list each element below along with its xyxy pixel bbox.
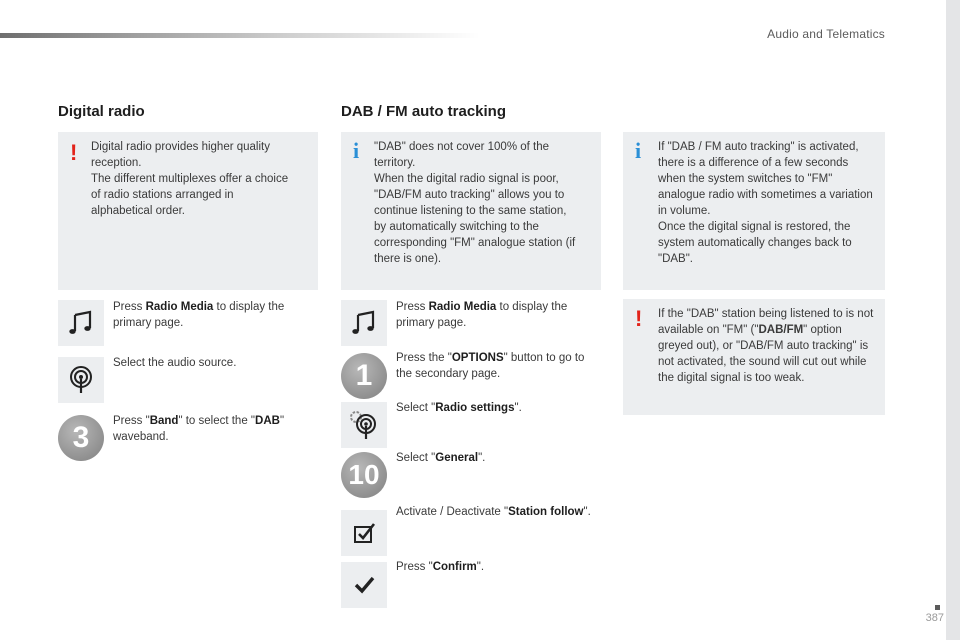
info-icon: i bbox=[635, 138, 642, 163]
warning-icon: ! bbox=[635, 306, 643, 331]
music-note-icon bbox=[341, 300, 387, 346]
warning-icon: ! bbox=[70, 140, 78, 165]
warning-text: If the "DAB" station being listened to is not available on "FM" ("DAB/FM" option greyed out), or "DAB/FM auto tracking" is not activated, the sound will cut out while the digital signal is too weak. bbox=[658, 308, 874, 384]
radio-settings-icon bbox=[341, 402, 387, 448]
info-text-line: "DAB" does not cover 100% of the territory. bbox=[374, 141, 550, 169]
step-number-badge: 10 bbox=[341, 452, 387, 498]
info-icon: i bbox=[353, 138, 360, 163]
info-text-line: Once the digital signal is restored, the system automatically changes back to "DAB". bbox=[658, 221, 852, 265]
dab-info-box-1 bbox=[341, 132, 601, 290]
left-step-1: Press Radio Media to display the primary page. bbox=[113, 301, 285, 329]
page-edge-bar bbox=[946, 0, 960, 640]
right-step-4: Select "General". bbox=[396, 452, 486, 464]
header-gradient-bar bbox=[0, 33, 480, 38]
dab-fm-heading: DAB / FM auto tracking bbox=[341, 103, 507, 120]
checkmark-icon bbox=[341, 562, 387, 608]
music-note-icon bbox=[58, 300, 104, 346]
step-number-badge: 1 bbox=[341, 353, 387, 399]
info-text-line: When the digital radio signal is poor, "DAB/FM auto tracking" allows you to continue listening to the same station, by automatically switching to the corresponding "FM" analogue station (if there is one). bbox=[374, 173, 576, 265]
step-number-badge: 3 bbox=[58, 415, 104, 461]
dab-warning-box bbox=[623, 299, 885, 415]
dab-info-box-2 bbox=[623, 132, 885, 290]
warning-text-line: Digital radio provides higher quality reception. bbox=[91, 141, 270, 169]
page-number: 387 bbox=[925, 612, 944, 624]
left-step-3: Press "Band" to select the "DAB" waveband. bbox=[113, 415, 285, 443]
right-step-1: Press Radio Media to display the primary page. bbox=[396, 301, 568, 329]
digital-radio-heading: Digital radio bbox=[58, 103, 145, 120]
right-step-5: Activate / Deactivate "Station follow". bbox=[396, 506, 591, 518]
left-step-2: Select the audio source. bbox=[113, 357, 237, 369]
section-title: Audio and Telematics bbox=[767, 27, 885, 41]
warning-text-line: The different multiplexes offer a choice of radio stations arranged in alphabetical order. bbox=[91, 173, 289, 217]
checkbox-icon bbox=[341, 510, 387, 556]
digital-radio-warning-box bbox=[58, 132, 318, 290]
page-dot bbox=[935, 605, 940, 610]
right-step-6: Press "Confirm". bbox=[396, 561, 485, 573]
right-step-3: Select "Radio settings". bbox=[396, 402, 522, 414]
info-text-line: If "DAB / FM auto tracking" is activated, there is a difference of a few seconds when the system switches to "FM" analogue radio with sometimes a variation in volume. bbox=[658, 141, 873, 217]
radio-source-icon bbox=[58, 357, 104, 403]
right-step-2: Press the "OPTIONS" button to go to the secondary page. bbox=[396, 352, 585, 380]
